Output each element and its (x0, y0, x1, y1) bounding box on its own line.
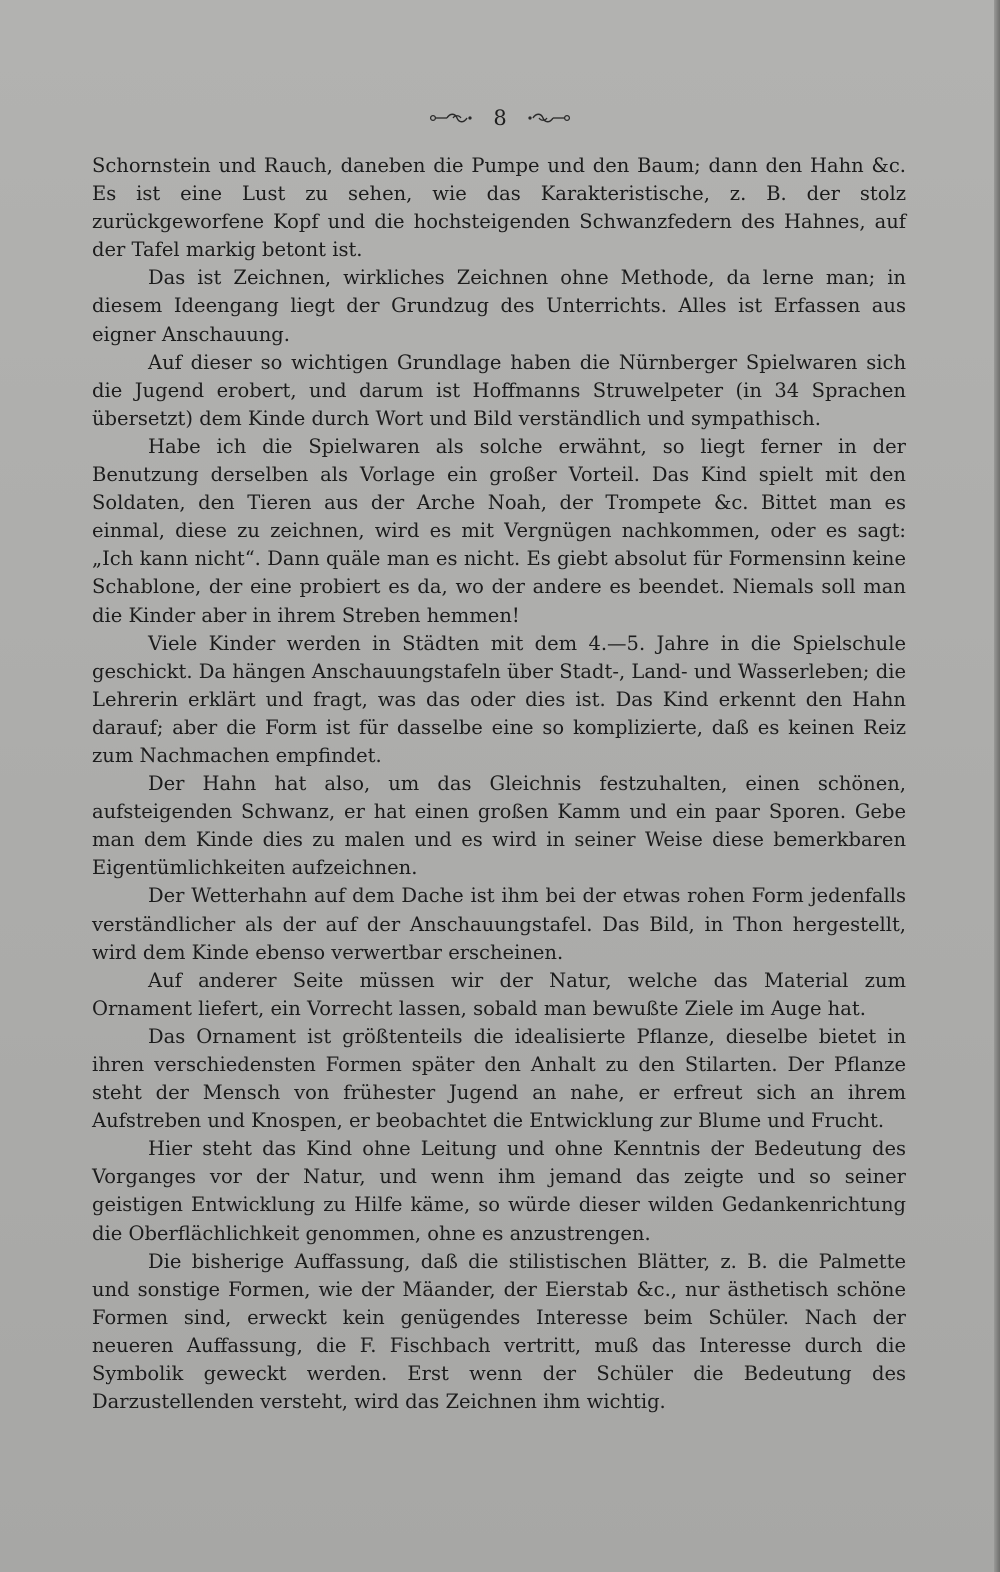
right-ornament-icon (527, 112, 571, 124)
page-body (92, 152, 906, 1416)
paragraph-5: Viele Kinder werden in Städten mit dem 4.—5. Jahre in die Spielschule geschickt. Da hängen Anschauungstafeln über Stadt-, Land- und Wasserleben; die Lehrerin erklärt und fragt, was das oder dies ist. Das Kind erkennt den Hahn darauf; aber die Form ist für dasselbe eine so komplizierte, daß es keinen Reiz zum Nachmachen empfindet. (92, 631, 906, 767)
paragraph-10: Hier steht das Kind ohne Leitung und ohne Kenntnis der Bedeutung des Vorganges vor der Natur, und wenn ihm jemand das zeigte und so seiner geistigen Entwicklung zu Hilfe käme, so würde dieser wilden Gedankenrichtung die Oberflächlichkeit genommen, ohne es anzustrengen. (92, 1137, 906, 1245)
page-number: 8 (493, 105, 507, 130)
paragraph-6: Der Hahn hat also, um das Gleichnis festzuhalten, einen schönen, aufsteigenden Schwanz, er hat einen großen Kamm und ein paar Sporen. Gebe man dem Kinde dies zu malen und es wird in seiner Weise diese bemerkbaren Eigentümlichkeiten aufzeichnen. (92, 772, 906, 880)
paragraph-4: Habe ich die Spielwaren als solche erwähnt, so liegt ferner in der Benutzung derselben als Vorlage ein großer Vorteil. Das Kind spielt mit den Soldaten, den Tieren aus der Arche Noah, der Trompete &c. Bittet man es einmal, diese zu zeichnen, wird es mit Vergnügen nachkommen, oder es sagt: „Ich kann nicht“. Dann quäle man es nicht. Es giebt absolut für Formensinn keine Schablone, der eine probiert es da, wo der andere es beendet. Niemals soll man die Kinder aber in ihrem Streben hemmen! (92, 434, 906, 627)
left-ornament-icon (429, 112, 473, 124)
page-edge (994, 0, 1000, 1572)
paragraph-1: Schornstein und Rauch, daneben die Pumpe und den Baum; dann den Hahn &c. Es ist eine Lust zu sehen, wie das Karakteristische, z. B. der stolz zurückgeworfene Kopf und die hochsteigenden Schwanzfedern des Hahnes, auf der Tafel markig betont ist. (92, 154, 906, 262)
paragraph-2: Das ist Zeichnen, wirkliches Zeichnen ohne Methode, da lerne man; in diesem Ideengang liegt der Grundzug des Unterrichts. Alles ist Erfassen aus eigner Anschauung. (92, 266, 906, 346)
paragraph-8: Auf anderer Seite müssen wir der Natur, welche das Material zum Ornament liefert, ein Vorrecht lassen, sobald man bewußte Ziele im Auge hat. (92, 968, 906, 1020)
paragraph-3: Auf dieser so wichtigen Grundlage haben die Nürnberger Spielwaren sich die Jugend erobert, und darum ist Hoffmanns Struwelpeter (in 34 Sprachen übersetzt) dem Kinde durch Wort und Bild verständlich und sympathisch. (92, 350, 906, 430)
paragraph-7: Der Wetterhahn auf dem Dache ist ihm bei der etwas rohen Form jedenfalls verständlicher als der auf der Anschauungstafel. Das Bild, in Thon hergestellt, wird dem Kinde ebenso verwertbar erscheinen. (92, 884, 906, 964)
paragraph-9: Das Ornament ist größtenteils die idealisierte Pflanze, dieselbe bietet in ihren verschiedensten Formen später den Anhalt zu den Stilarten. Der Pflanze steht der Mensch von frühester Jugend an nahe, er erfreut sich an ihrem Aufstreben und Knospen, er beobachtet die Entwicklung zur Blume und Frucht. (92, 1024, 906, 1133)
page-header (0, 104, 1000, 130)
paragraph-11: Die bisherige Auffassung, daß die stilistischen Blätter, z. B. die Palmette und sonstige Formen, wie der Mäander, der Eierstab &c., nur ästhetisch schöne Formen sind, erweckt kein genügendes Interesse beim Schüler. Nach der neueren Auffassung, die F. Fischbach vertritt, muß das Interesse durch die Symbolik geweckt werden. Erst wenn der Schüler die Bedeutung des Darzustellenden versteht, wird das Zeichnen ihm wichtig. (92, 1249, 906, 1414)
